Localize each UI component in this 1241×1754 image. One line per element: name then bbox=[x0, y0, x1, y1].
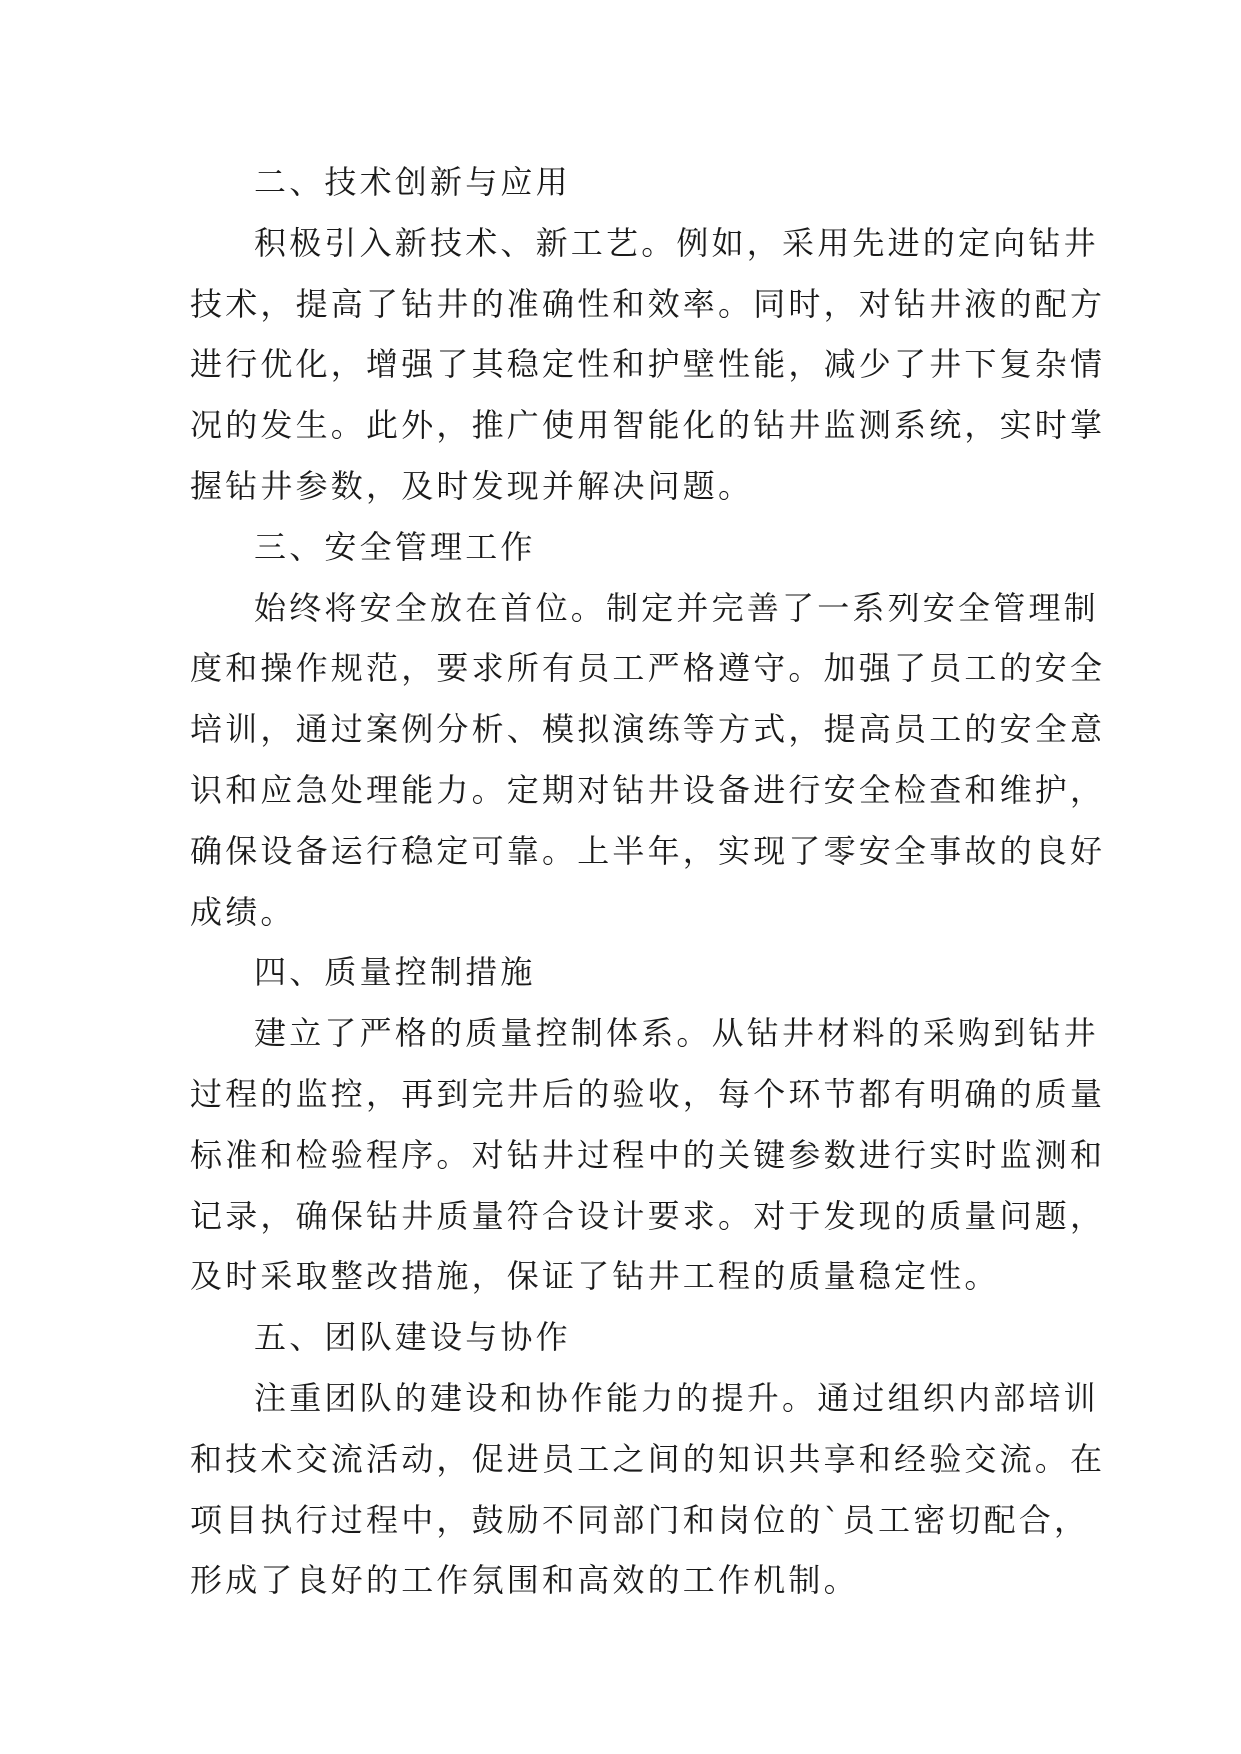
paragraph-line: 项目执行过程中，鼓励不同部门和岗位的`员工密切配合， bbox=[190, 1500, 1090, 1539]
paragraph-line: 形成了良好的工作氛围和高效的工作机制。 bbox=[190, 1561, 859, 1600]
paragraph-line: 成绩。 bbox=[190, 892, 296, 931]
paragraph-line: 培训，通过案例分析、模拟演练等方式，提高员工的安全意 bbox=[190, 710, 1106, 749]
paragraph-line: 识和应急处理能力。定期对钻井设备进行安全检查和维护， bbox=[190, 770, 1106, 809]
paragraph-line: 握钻井参数，及时发现并解决问题。 bbox=[190, 466, 754, 505]
paragraph-line: 况的发生。此外，推广使用智能化的钻井监测系统，实时掌 bbox=[190, 406, 1106, 445]
paragraph-line: 始终将安全放在首位。制定并完善了一系列安全管理制 bbox=[254, 588, 1099, 627]
section-heading: 三、安全管理工作 bbox=[254, 527, 536, 566]
paragraph-line: 积极引入新技术、新工艺。例如，采用先进的定向钻井 bbox=[254, 223, 1099, 262]
paragraph-line: 进行优化，增强了其稳定性和护壁性能，减少了井下复杂情 bbox=[190, 345, 1106, 384]
paragraph-line: 记录，确保钻井质量符合设计要求。对于发现的质量问题， bbox=[190, 1196, 1106, 1235]
paragraph-line: 过程的监控，再到完井后的验收，每个环节都有明确的质量 bbox=[190, 1074, 1106, 1113]
paragraph-line: 技术，提高了钻井的准确性和效率。同时，对钻井液的配方 bbox=[190, 284, 1106, 323]
paragraph-line: 建立了严格的质量控制体系。从钻井材料的采购到钻井 bbox=[254, 1014, 1099, 1053]
paragraph-line: 注重团队的建设和协作能力的提升。通过组织内部培训 bbox=[254, 1378, 1099, 1417]
paragraph-line: 和技术交流活动，促进员工之间的知识共享和经验交流。在 bbox=[190, 1439, 1106, 1478]
paragraph-line: 及时采取整改措施，保证了钻井工程的质量稳定性。 bbox=[190, 1257, 1000, 1296]
paragraph-line: 确保设备运行稳定可靠。上半年，实现了零安全事故的良好 bbox=[190, 831, 1106, 870]
section-heading: 二、技术创新与应用 bbox=[254, 163, 571, 201]
section-heading: 五、团队建设与协作 bbox=[254, 1318, 571, 1357]
section-heading: 四、质量控制措施 bbox=[254, 953, 536, 992]
document-body bbox=[190, 152, 1106, 1611]
paragraph-line: 标准和检验程序。对钻井过程中的关键参数进行实时监测和 bbox=[190, 1135, 1106, 1174]
paragraph-line: 度和操作规范，要求所有员工严格遵守。加强了员工的安全 bbox=[190, 649, 1106, 688]
